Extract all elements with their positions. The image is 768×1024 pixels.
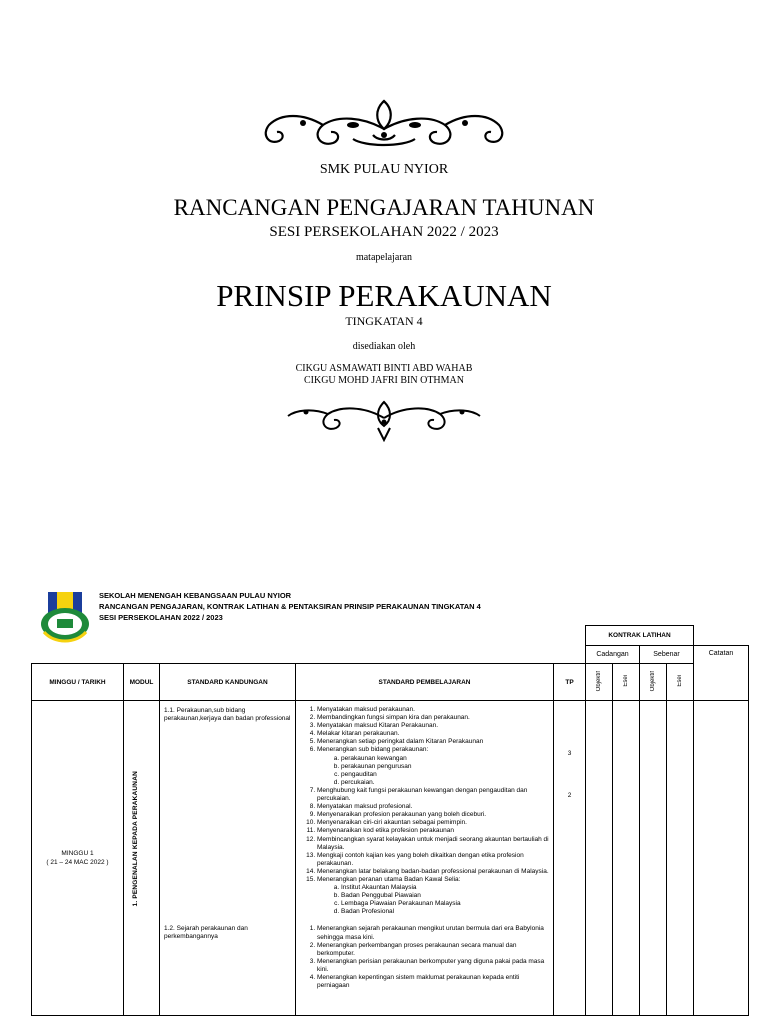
- list-item: 4. Melakar kitaran perakaunan.: [317, 730, 550, 738]
- minggu-tarikh-header: MINGGU / TARIKH: [32, 664, 124, 701]
- module-title: 1. PENGENALAN KEPADA PERAKAUNAN: [132, 771, 139, 907]
- list-item: 3. Menyatakan maksud Kitaran Perakaunan.: [317, 722, 550, 730]
- tp-value-2: 2: [567, 792, 572, 799]
- standard-kandungan-cell: [160, 701, 296, 1016]
- standard-kandungan-header: STANDARD KANDUNGAN: [160, 664, 296, 701]
- list-item: 1. Menerangkan sejarah perakaunan mengikut urutan bermula dari era Babylonia sehingga masa kini.: [317, 925, 550, 941]
- list-item: [317, 876, 550, 916]
- list-item: 8. Menyatakan maksud profesional.: [317, 803, 550, 811]
- sp-list-1: [299, 706, 550, 916]
- list-item: 11. Menyenaraikan kod etika profesion perakaunan: [317, 827, 550, 835]
- cover-school-name: SMK PULAU NYIOR: [319, 162, 449, 177]
- header-line-title: RANCANGAN PENGAJARAN, KONTRAK LATIHAN & PENTAKSIRAN PRINSIP PERAKAUNAN TINGKATAN 4: [99, 602, 481, 611]
- bottom-ornament-icon: [284, 398, 484, 442]
- list-item-text: Menerangkan peranan utama Badan Kawal Selia:: [317, 875, 461, 883]
- catatan-header: Catatan: [694, 646, 749, 701]
- list-item: 4. Menerangkan kepentingan sistem maklumat perakaunan kepada entiti perniagaan: [317, 974, 550, 990]
- table-row: [32, 701, 749, 1016]
- list-item: [317, 746, 550, 786]
- list-item: 10. Menyenaraikan ciri-ciri akauntan sebagai pemimpin.: [317, 819, 550, 827]
- cover-subject-label: matapelajaran: [355, 252, 413, 263]
- list-item: 9. Menyenaraikan profesion perakaunan yang boleh diceburi.: [317, 811, 550, 819]
- week-cell: [32, 701, 124, 1016]
- week-label: MINGGU 1: [61, 850, 94, 857]
- tp-cell: [554, 701, 586, 1016]
- cover-session: SESI PERSEKOLAHAN 2022 / 2023: [269, 224, 499, 240]
- objektif-sebenar-cell: [640, 701, 667, 1016]
- list-item: 2. Membandingkan fungsi simpan kira dan perakaunan.: [317, 714, 550, 722]
- list-item: b. perakaunan pengurusan: [341, 763, 550, 771]
- standard-pembelajaran-header: STANDARD PEMBELAJARAN: [296, 664, 554, 701]
- list-item: 1. Menyatakan maksud perakaunan.: [317, 706, 550, 714]
- objektif-cadangan-cell: [586, 701, 613, 1016]
- sp-sublist-15: [317, 884, 550, 916]
- list-item-text: Menerangkan sub bidang perakaunan:: [317, 746, 429, 754]
- sp-sublist-6: [317, 755, 550, 787]
- cover-teacher-2: CIKGU MOHD JAFRI BIN OTHMAN: [303, 375, 464, 386]
- esei-sebenar-cell: [667, 701, 694, 1016]
- cadangan-header: Cadangan: [586, 646, 640, 664]
- header-lines: [99, 590, 481, 623]
- list-item: c. Lembaga Piawaian Perakaunan Malaysia: [341, 900, 550, 908]
- header-line-school: SEKOLAH MENENGAH KEBANGSAAN PULAU NYIOR: [99, 591, 292, 600]
- list-item: a. Institut Akauntan Malaysia: [341, 884, 550, 892]
- list-item: c. pengauditan: [341, 771, 550, 779]
- module-cell: [124, 701, 160, 1016]
- cover-prepared-label: disediakan oleh: [352, 341, 416, 352]
- sebenar-header: Sebenar: [640, 646, 694, 664]
- list-item: 7. Menghubung kait fungsi perakaunan kewangan dengan pengauditan dan percukaian.: [317, 787, 550, 803]
- lesson-plan-table: [31, 625, 749, 1016]
- objektif-sebenar-header: Objektif: [650, 670, 656, 692]
- catatan-cell: [694, 701, 749, 1016]
- list-item: 14. Menerangkan latar belakang badan-badan professional perakaunan di Malaysia.: [317, 868, 550, 876]
- top-ornament-icon: [253, 95, 515, 153]
- list-item: 12. Membincangkan syarat kelayakan untuk menjadi seorang akauntan bertauliah di Malaysia.: [317, 836, 550, 852]
- list-item: d. percukaian.: [341, 779, 550, 787]
- cover-title: RANCANGAN PENGAJARAN TAHUNAN: [173, 195, 595, 220]
- list-item: 13. Mengkaji contoh kajian kes yang boleh dikaitkan dengan etika profesion perakaunan.: [317, 852, 550, 868]
- sp-list-2: [299, 925, 550, 990]
- sk-item-1: 1.1. Perakaunan,sub bidang perakaunan,kerjaya dan badan professional: [164, 707, 291, 722]
- cover-teacher-1: CIKGU ASMAWATI BINTI ABD WAHAB: [295, 363, 473, 374]
- list-item: a. perakaunan kewangan: [341, 755, 550, 763]
- esei-sebenar-header: Esei: [677, 675, 683, 687]
- week-dates: ( 21 – 24 MAC 2022 ): [46, 859, 109, 866]
- esei-cadangan-header: Esei: [623, 675, 629, 687]
- list-item: 2. Menerangkan perkembangan proses perakaunan secara manual dan berkomputer.: [317, 942, 550, 958]
- standard-pembelajaran-cell: [296, 701, 554, 1016]
- modul-header: MODUL: [124, 664, 160, 701]
- tp-value-1: 3: [567, 750, 572, 757]
- kontrak-latihan-header: KONTRAK LATIHAN: [586, 626, 694, 646]
- cover-form: TINGKATAN 4: [345, 314, 423, 328]
- tp-header: TP: [554, 664, 586, 701]
- list-item: 5. Menerangkan setiap peringkat dalam Kitaran Perakaunan: [317, 738, 550, 746]
- list-item: b. Badan Penggubal Piawaian: [341, 892, 550, 900]
- objektif-cadangan-header: Objektif: [596, 670, 602, 692]
- esei-cadangan-cell: [613, 701, 640, 1016]
- list-item: d. Badan Profesional: [341, 908, 550, 916]
- list-item: 3. Menerangkan perisian perakaunan berkomputer yang diguna pakai pada masa kini.: [317, 958, 550, 974]
- sk-item-2: 1.2. Sejarah perakaunan dan perkembangannya: [164, 925, 248, 940]
- header-line-session: SESI PERSEKOLAHAN 2022 / 2023: [99, 613, 223, 622]
- cover-subject: PRINSIP PERAKAUNAN: [216, 278, 552, 313]
